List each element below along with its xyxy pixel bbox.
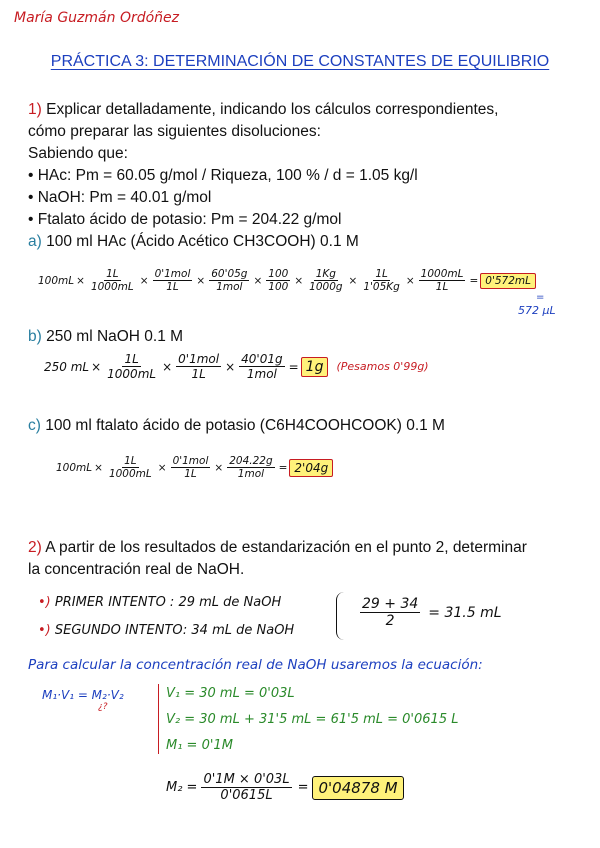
avg-denominator: 2 bbox=[385, 613, 395, 629]
calc-b-frac-3: $\frac{40'01g}{\text{1mol}}$ bbox=[241, 352, 283, 381]
calc-a-frac-5: $\frac{1Kg}{1000g}$ bbox=[309, 268, 343, 293]
unknown-mark: ¿? bbox=[98, 702, 108, 712]
q1-text-2: cómo preparar las siguientes disoluciones: bbox=[28, 123, 321, 140]
final-calc: M₂ = $\frac{0'1M \times 0'03L}{0'0615L}$ = 0'04878 M bbox=[166, 772, 404, 803]
final-denominator: 0'0615L bbox=[220, 788, 273, 803]
q1b-text: 250 ml NaOH 0.1 M bbox=[46, 328, 184, 345]
calc-c-frac-1: $\frac{1L}{1000mL}$ bbox=[108, 455, 152, 480]
calc-a: 100mL × $\frac{1L}{1000mL}$ × $\frac{\text{0'1mol}}{1L}$ × $\frac{60'05g}{\text{1mol}}$ × $\frac{100}{100}$ × $\frac{1Kg}{1000g}$ × $\frac{1L}{1'05Kg}$ × $\frac{1000mL}{1L}$ = 0'572mL bbox=[38, 268, 536, 293]
q1-text: Explicar detalladamente, indicando los cálculos correspondientes, bbox=[46, 101, 499, 118]
q2-text: A partir de los resultados de estandarización en el punto 2, determinar bbox=[45, 539, 527, 556]
q1a-text: 100 ml HAc (Ácido Acético CH3COOH) 0.1 M bbox=[46, 233, 359, 250]
attempt-2: •) SEGUNDO INTENTO: 34 mL de NaOH bbox=[38, 623, 295, 638]
calc-a-frac-7: $\frac{1000mL}{1L}$ bbox=[420, 268, 464, 293]
final-lhs: M₂ = bbox=[166, 780, 198, 795]
average-calc bbox=[358, 596, 502, 629]
calc-b-note: (Pesamos 0'99g) bbox=[336, 360, 429, 373]
v2-value: V₂ = 30 mL + 31'5 mL = 61'5 mL = 0'0615 L bbox=[166, 712, 459, 727]
attempt-1: •) PRIMER INTENTO : 29 mL de NaOH bbox=[38, 595, 282, 610]
calc-a-frac-1: $\frac{1L}{1000mL}$ bbox=[90, 268, 134, 293]
question-2 bbox=[28, 537, 588, 581]
q2-text-2: la concentración real de NaOH. bbox=[28, 561, 245, 578]
data-brace bbox=[158, 684, 159, 754]
avg-result: = 31.5 mL bbox=[428, 604, 502, 621]
calc-b: 250 mL × $\frac{1L}{1000mL}$ × $\frac{\text{0'1mol}}{1L}$ × $\frac{40'01g}{\text{1mol}}$ = 1g (Pesamos 0'99g) bbox=[44, 352, 429, 381]
brace bbox=[336, 592, 347, 640]
q1b-label: b) bbox=[28, 328, 42, 345]
calc-b-start: 250 mL bbox=[44, 359, 90, 374]
avg-numerator: 29 + 34 bbox=[362, 596, 419, 612]
calc-a-frac-4: $\frac{100}{100}$ bbox=[268, 268, 289, 293]
formula: M₁·V₁ = M₂·V₂ bbox=[42, 688, 124, 702]
calc-a-start: 100mL bbox=[38, 274, 75, 287]
m1-value: M₁ = 0'1M bbox=[166, 738, 233, 753]
q1c-heading bbox=[28, 415, 445, 437]
calc-a-note-eq: = bbox=[536, 292, 545, 303]
q1c-text: 100 ml ftalato ácido de potasio (C6H4COOHCOOK) 0.1 M bbox=[45, 417, 445, 434]
calc-a-note: 572 μL bbox=[518, 304, 556, 317]
q1-number: 1) bbox=[28, 101, 42, 118]
q1-bullet-hac: • HAc: Pm = 60.05 g/mol / Riqueza, 100 % / d = 1.05 kg/l bbox=[28, 167, 418, 184]
calc-c-start: 100mL bbox=[56, 461, 93, 474]
q1a-label: a) bbox=[28, 233, 42, 250]
calc-c-frac-3: $\frac{204.22g}{\text{1mol}}$ bbox=[229, 455, 273, 480]
question-1 bbox=[28, 99, 588, 253]
page-title: PRÁCTICA 3: DETERMINACIÓN DE CONSTANTES DE EQUILIBRIO bbox=[50, 53, 550, 70]
calc-b-result: 1g bbox=[301, 357, 329, 377]
q1c-label: c) bbox=[28, 417, 41, 434]
final-result: 0'04878 M bbox=[312, 776, 403, 800]
q1-bullet-naoh: • NaOH: Pm = 40.01 g/mol bbox=[28, 189, 212, 206]
calc-a-frac-2: $\frac{\text{0'1mol}}{1L}$ bbox=[154, 268, 191, 293]
calc-b-frac-1: $\frac{1L}{1000mL}$ bbox=[107, 352, 157, 381]
method-text: Para calcular la concentración real de NaOH usaremos la ecuación: bbox=[28, 657, 483, 673]
calc-a-frac-3: $\frac{60'05g}{\text{1mol}}$ bbox=[211, 268, 248, 293]
author-name: María Guzmán Ordóñez bbox=[14, 10, 180, 26]
q1b-heading bbox=[28, 326, 183, 348]
q2-number: 2) bbox=[28, 539, 42, 556]
calc-c-frac-2: $\frac{\text{0'1mol}}{1L}$ bbox=[172, 455, 209, 480]
final-numerator: 0'1M × 0'03L bbox=[203, 772, 290, 787]
q1-given: Sabiendo que: bbox=[28, 145, 128, 162]
calc-a-result: 0'572mL bbox=[480, 273, 536, 289]
calc-b-frac-2: $\frac{\text{0'1mol}}{1L}$ bbox=[178, 352, 220, 381]
calc-a-frac-6: $\frac{1L}{1'05Kg}$ bbox=[363, 268, 400, 293]
calc-c-result: 2'04g bbox=[289, 459, 333, 477]
calc-c: 100mL × $\frac{1L}{1000mL}$ × $\frac{\text{0'1mol}}{1L}$ × $\frac{204.22g}{\text{1mol}}$ = 2'04g bbox=[56, 455, 333, 480]
q1-bullet-ftalato: • Ftalato ácido de potasio: Pm = 204.22 g/mol bbox=[28, 211, 342, 228]
v1-value: V₁ = 30 mL = 0'03L bbox=[166, 686, 295, 701]
